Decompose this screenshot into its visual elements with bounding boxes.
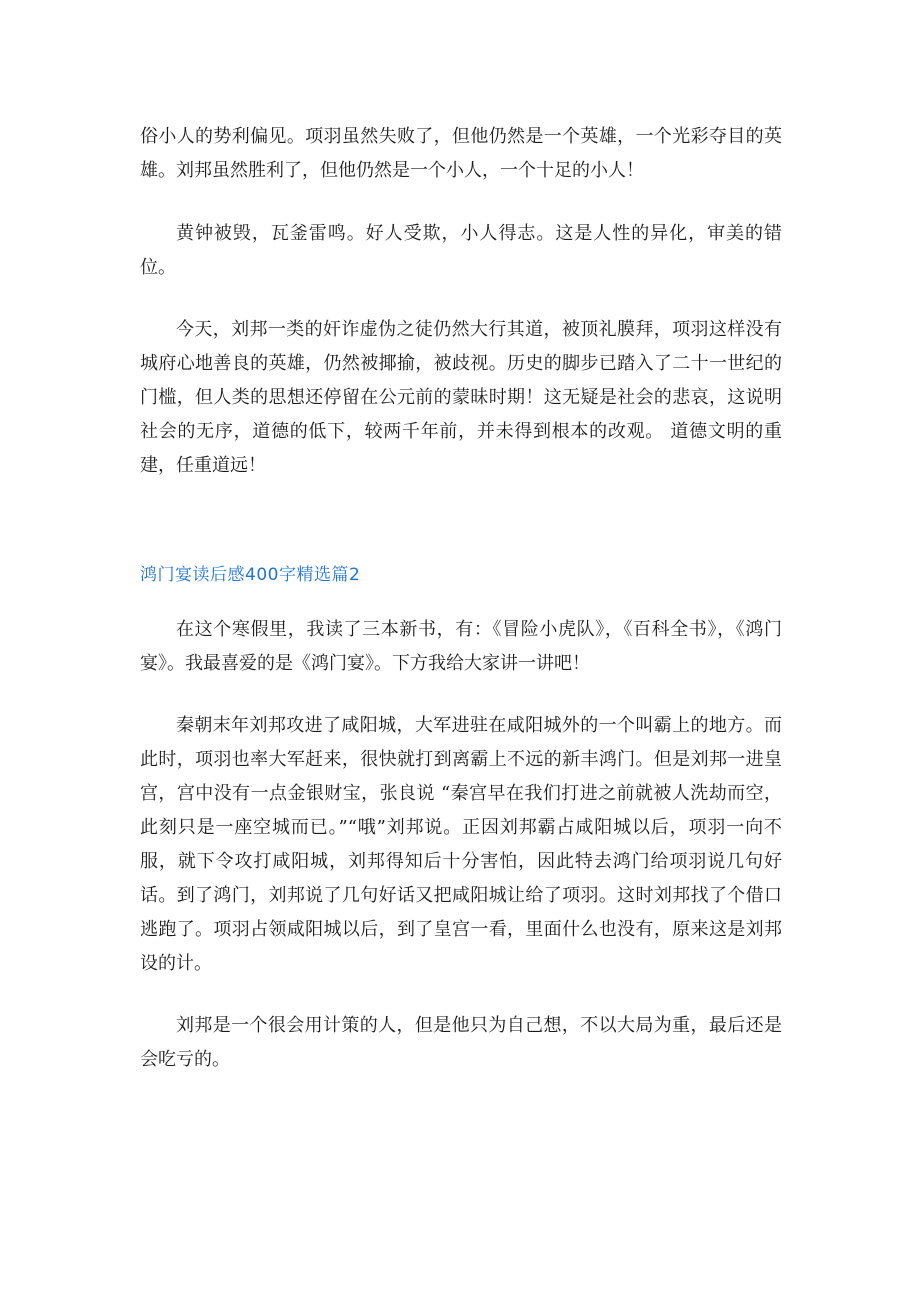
paragraph-continuation: 俗小人的势利偏见。项羽虽然失败了，但他仍然是一个英雄，一个光彩夺目的英雄。刘邦虽然胜利了，但他仍然是一个小人，一个十足的小人！ xyxy=(140,126,782,181)
document-body xyxy=(140,120,782,1105)
paragraph-winter-break: 在这个寒假里，我读了三本新书，有：《冒险小虎队》，《百科全书》，《鸿门宴》。我最喜爱的是《鸿门宴》。下方我给大家讲一讲吧！ xyxy=(140,619,782,674)
section-heading: 鸿门宴读后感400字精选篇2 xyxy=(140,565,361,585)
paragraph-today: 今天，刘邦一类的奸诈虚伪之徒仍然大行其道，被顶礼膜拜，项羽这样没有城府心地善良的英雄，仍然被揶揄，被歧视。历史的脚步已踏入了二十一世纪的门槛，但人类的思想还停留在公元前的蒙昧时期！这无疑是社会的悲哀，这说明社会的无序，道德的低下，较两千年前，并未得到根本的改观。 道德文明的重建，任重道远！ xyxy=(140,319,782,476)
paragraph-story: 秦朝末年刘邦攻进了咸阳城，大军进驻在咸阳城外的一个叫霸上的地方。而此时，项羽也率大军赶来，很快就打到离霸上不远的新丰鸿门。但是刘邦一进皇宫，宫中没有一点金银财宝，张良说 “秦宫早在我们打进之前就被人洗劫而空，此刻只是一座空城而已。”“哦”刘邦说。正因刘邦霸占咸阳城以后，项羽一向不服，就下令攻打咸阳城，刘邦得知后十分害怕，因此特去鸿门给项羽说几句好话。到了鸿门，刘邦说了几句好话又把咸阳城让给了项羽。这时刘邦找了个借口逃跑了。项羽占领咸阳城以后，到了皇宫一看，里面什么也没有，原来这是刘邦设的计。 xyxy=(140,715,782,974)
paragraph-huangzhong: 黄钟被毁，瓦釜雷鸣。好人受欺，小人得志。这是人性的异化，审美的错位。 xyxy=(140,223,782,278)
paragraph-conclusion: 刘邦是一个很会用计策的人，但是他只为自己想，不以大局为重，最后还是会吃亏的。 xyxy=(140,1015,782,1070)
